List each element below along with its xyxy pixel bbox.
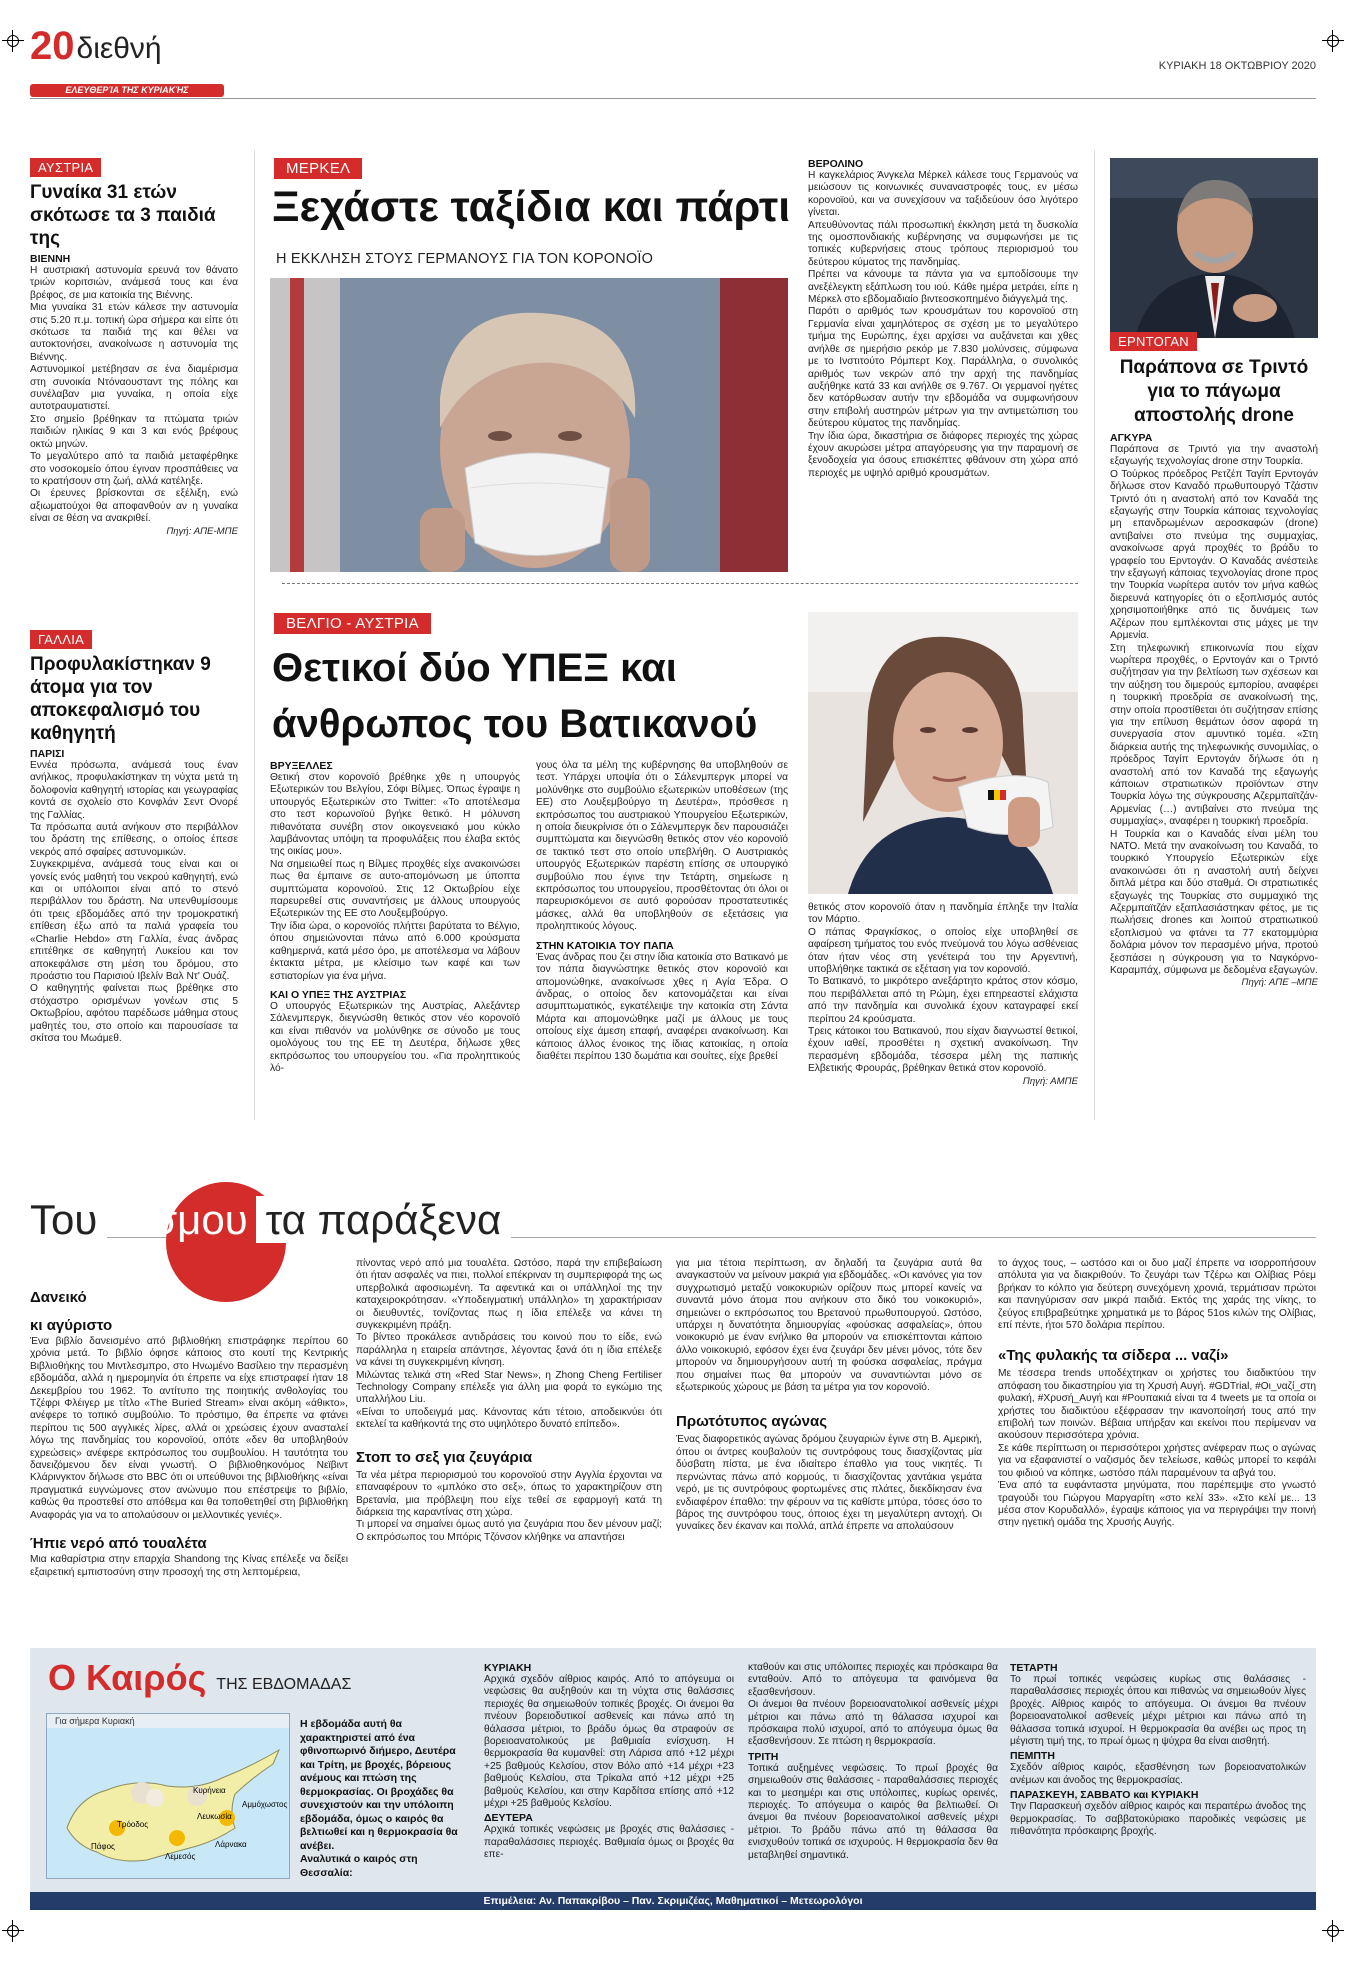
- austria-kicker: ΑΥΣΤΡΙΑ: [30, 158, 101, 177]
- oddities-s5-text: Με τέσσερα trends υποδέχτηκαν οι χρήστες του διαδικτύου την απόφαση του δικαστηρίου για τη Χρυσή Αυγή. #GDTrial, #Οι_ναζί_στη φυλακή, #Χρυσή_Αυγή και #Pουπακιά είναι τα 4 tweets με τα οποία οι χρήστες του διαδικτύου εξέφρασαν την ικανοποίησή τους από την επιβολή των ποινών. Βέβαια υπήρξαν και εκείνοι που περίμεναν να ακούσουν περισσότερα χρόνια. Σε κάθε περίπτωση οι περισσότεροι χρήστες ανέφεραν πως ο αγώνας για να εξαφανιστεί ο ναζισμός δεν τελείωσε, καθώς μπορεί το κεφάλι του φιδιού να κόπηκε, ωστόσο πάλι παραμένουν τα αβγά του. Ένα από τα ευφάνταστα μηνύματα, που παρέπεμψε στο γνωστό τραγούδι του Γιώργου Μαργαρίτη «στο κελί 33». «Στο κελί με... 13 μέσα στον Κορυδαλλό», έγραψε κάποιος για να περιγράψει την ποινή στην ηγετική ομάδα της Χρυσής Αυγής.: [998, 1368, 1316, 1529]
- weather-col3: [1010, 1662, 1306, 1838]
- paragraph: Παρότι ο αριθμός των κρουσμάτων του κορονοϊού στη Γερμανία είναι χαμηλότερος σε σχέση με το μεγαλύτερο τμήμα της Ευρώπης, έχει αρχίσει να αυξάνεται και χθες ανήλθε σε ημερήσιο ρεκόρ με 7.830 μολύνσεις, σύμφωνα με το Ινστιτούτο Ρόμπερτ Κοχ. Παράλληλα, ο συνολικός αριθμός των νεκρών από την αρχή της πανδημίας αυξήθηκε κατά 33 και ανήλθε σε 9.767. Οι γερμανοί ηγέτες δεν κατόρθωσαν αυτήν την εβδομάδα να συμφωνήσουν στην επιβολή αυστηρών μέτρων για την αντιμετώπιση του δεύτερου κύματος της πανδημίας.: [808, 306, 1078, 430]
- erdogan-headline: Παράπονα σε Τριντό για το πάγωμα αποστολής drone: [1119, 357, 1309, 426]
- paragraph: Τρεις κάτοικοι του Βατικανού, που είχαν διαγνωστεί θετικοί, έχουν ιαθεί, προσθέτει η σχετική ανακοίνωση. Την περασμένη εβδομάδα, τέσσερα μέλη της παπικής Ελβετικής Φρουράς, βρέθηκαν θετικά στον κορονοϊό.: [808, 1026, 1078, 1075]
- austria-credit: Πηγή: ΑΠΕ-ΜΠΕ: [166, 525, 238, 537]
- header-rule: [30, 98, 1316, 99]
- paragraph: Το Βατικανό, το μικρότερο ανεξάρτητο κράτος στον κόσμο, που περιβάλλεται από τη Ρώμη, έχει επηρεαστεί ελάχιστα από την πανδημία και συνολικά έχουν καταγραφεί εκεί περίπου 24 κρούσματα.: [808, 976, 1078, 1025]
- erdogan-photo: [1110, 158, 1318, 338]
- paragraph: Οι έρευνες βρίσκονται σε εξέλιξη, ενώ αξιωματούχοι θα αποφανθούν αν η γυναίκα είναι σε θέση να ανακριθεί.: [30, 488, 238, 525]
- austria-body: [30, 265, 238, 526]
- map-label: Κυρήνεια: [193, 1786, 226, 1795]
- oddities-s2-text: Μια καθαρίστρια στην επαρχία Shandong της Κίνας επέλεξε να δείξει εξαιρετική εμπιστοσύνη στην προσοχή της στη λεπτομέρεια,: [30, 1554, 348, 1578]
- oddities-col3-text: για μια τέτοια περίπτωση, αν δηλαδή τα ζευγάρια αυτά θα αναγκαστούν να μείνουν μακριά για εβδομάδες. «Οι κανόνες για τον συγχρωτισμό μεταξύ νοικοκυριών ορίζουν πως μπορεί κανείς να συναντά μόνο άτομα που ανήκουν στο δικό του νοικοκυριό», σημειώνει ο εκπρόσωπος του Βρετανού πρωθυπουργού. Ωστόσο, υπάρχει η δυνατότητα δημιουργίας «φούσκας ασφαλείας», όπου νοικοκυριό με έναν ενήλικο θα μπορούν να επισκέπτονται κάποιο άλλο νοικοκυριό, εφόσον έχει ένα ζευγάρι δεν μένει μόνος, τότε δεν μπορούν να δημιουργήσουν αυτή τη φούσκα ασφαλείας, πράγμα που σημαίνει πως θα μπορούν να συναντιώνται μόνο σε εξωτερικούς χώρους με βάση τα μέτρα για τον κορονοϊό.: [676, 1258, 982, 1394]
- weather-day: ΠΕΜΠΤΗ: [1010, 1750, 1055, 1763]
- oddities-title: [30, 1196, 511, 1244]
- oddities-s1-title-b: κι αγύριστο: [30, 1317, 113, 1334]
- weather-day: ΤΡΙΤΗ: [748, 1750, 779, 1763]
- oddities-s3-title: Στοπ το σεξ για ζευγάρια: [356, 1448, 533, 1466]
- paragraph: Ο πάπας Φραγκίσκος, ο οποίος είχε υποβληθεί σε αφαίρεση τμήματος του ενός πνεύμονά του λόγω ασθένειας όταν ήταν νέος στη γενέτειρά του την Αργεντινή, υποβλήθηκε τακτικά σε εξέταση για τον κορονοϊό.: [808, 926, 1078, 976]
- registration-mark: [2, 30, 24, 52]
- column-divider: [1094, 150, 1095, 1120]
- paragraph: Η αυστριακή αστυνομία ερευνά τον θάνατο τριών κοριτσιών, ανάμεσά τους και ένα βρέφος, σε μια κατοικία της Βιέννης.: [30, 265, 238, 301]
- merkel-headline: Ξεχάστε ταξίδια και πάρτι: [272, 183, 791, 231]
- map-label: Λευκωσία: [197, 1812, 232, 1821]
- erdogan-credit: Πηγή: ΑΠΕ –ΜΠΕ: [1241, 977, 1318, 989]
- weather-intro: Η εβδομάδα αυτή θα χαρακτηριστεί από ένα φθινοπωρινό διήμερο, Δευτέρα και Τρίτη, με βροχές, βόρειους ανέμους και πτώση της θερμοκρασίας. Οι βροχάδες θα συνεχιστούν και την υπόλοιπη εβδομάδα, όμως ο καιρός θα βελτιωθεί και η θερμοκρασία θα ανέβει. Αναλυτικά ο καιρός στη Θεσσαλία:: [300, 1718, 458, 1879]
- oddities-s2-title: Ήπιε νερό από τουαλέτα: [30, 1535, 207, 1553]
- weather-footer: Επιμέλεια: Αν. Παπακρίβου – Παν. Σκριμιζέας, Μαθηματικοί – Μετεωρολόγοι: [483, 1895, 863, 1907]
- paragraph: Απευθύνοντας πάλι προσωπική έκκληση μετά τη δυσκολία της ομοσπονδιακής κυβέρνησης να συμφωνήσει με τις τοπικές κυβερνήσεις στους τρόπους περιορισμού του δεύτερου κύματος της πανδημίας.: [808, 219, 1078, 268]
- belgium-headline: [272, 640, 757, 752]
- oddities-title-a: Του: [30, 1196, 107, 1243]
- oddities-s4-text: Ένας διαφορετικός αγώνας δρόμου ζευγαριών έγινε στη Β. Αμερική, όπου οι άντρες κουβαλούν τις συντρόφους τους διασχίζοντας μία δύσβατη πίστα, με ένα ιδιαίτερο έπαθλο για τους νικητές. Τι περνώντας πάνω από κορμούς, τι διασχίζοντας χαντάκια γεμάτα νερό, με τις συντρόφους φορτωμένες στις πλάτες, διεκδίκησαν ένα ενδιαφέρον έπαθλο: την φέρουν να τις καθίστε μπύρα, τόσες όσο το βάρος της συντρόφου τους, όποιος έχει τη μεγαλύτερη αντοχή. Οι γυναίκες δεν έκαναν και πολλά, απλά έπρεπε να απολαύσουν: [676, 1434, 982, 1533]
- paper-name-bar: [30, 84, 224, 97]
- page-date: ΚΥΡΙΑΚΗ 18 ΟΚΤΩΒΡΙΟΥ 2020: [1158, 60, 1316, 72]
- paragraph: Ο Τούρκος πρόεδρος Ρετζέπ Ταγίπ Ερντογάν δήλωσε στον Καναδό πρωθυπουργό Τζάστιν Τριντό ότι η αναστολή από τον Καναδά της εξαγωγής στην Τουρκία κάποιας τεχνολογίας μη επανδρωμένων αεροσκαφών (drone) αντιβαίνει στο πνεύμα της συμμαχίας, ανακοίνωσε αργά προχθές το βράδυ το γραφείο του Ερντογάν. Ο Καναδάς ανέστειλε την εξαγωγή κάποιας τεχνολογίας drone προς την Τουρκία νωρίτερα αυτόν τον μήνα καθώς διερευνά κατηγορίες ότι ο εξοπλισμός αυτός χρησιμοποιήθηκε από τις δυνάμεις των Αζέρων που εμπλέκονται στις μάχες με την Αρμενία.: [1110, 468, 1318, 642]
- page-header: [30, 26, 162, 66]
- wilmes-photo: [808, 612, 1078, 894]
- paragraph: Εννέα πρόσωπα, ανάμεσά τους έναν ανήλικος, προφυλακίστηκαν τη νύχτα μετά τη δολοφονία καθηγητή ιστορίας και γεωγραφίας κοντά σε σχολείο στο Κονφλάν Σεντ Ονορέ της Γαλλίας.: [30, 760, 238, 821]
- oddities-col2-text: πίνοντας νερό από μια τουαλέτα. Ωστόσο, παρά την επιβεβαίωση ότι ήταν ασφαλές να πιει, πολλοί επέκριναν τη συμπεριφορά της ως υπερβολικά αφοσιωμένη. Τα αφεντικά και οι υπάλληλοί της την καταχειροκρότησαν. «Υποδειγματική υπάλληλο» τη χαρακτήρισαν οι διευθυντές, τονίζοντας πως η ίδια επέλεξε να κάνει τη συγκεκριμένη πράξη. Το βίντεο προκάλεσε αντιδράσεις του κοινού που το είδε, ενώ παράλληλα η εταιρεία απάντησε, λέγοντας ξανά ότι η ίδια επέλεξε να κάνει τη συγκεκριμένη κίνηση. Μιλώντας τελικά στη «Red Star News», η Zhong Cheng Fertiliser Technology Company επέλεξε για άλλη μια φορά το εγκώμιο της υπαλλήλου Liu. «Είναι το υποδειγμά μας. Κάνοντας κάτι τέτοιο, αποδεικνύει ότι εκτελεί τα καθήκοντά της στο υψηλότερο δυνατό επίπεδο».: [356, 1258, 662, 1431]
- paragraph: Μια γυναίκα 31 ετών κάλεσε την αστυνομία στις 5.20 π.μ. τοπική ώρα σήμερα και είπε ότι σκότωσε τα παιδιά της και θέλει να αυτοκτονήσει, ανακοίνωσε η αστυνομία της Βιέννης.: [30, 302, 238, 363]
- oddities-s1-title-a: Δανεικό: [30, 1289, 87, 1306]
- oddities-title-b: κόσμου: [107, 1196, 248, 1243]
- map-label: Λάρνακα: [215, 1840, 247, 1849]
- belgium-headline-line: άνθρωπος του Βατικανού: [272, 702, 758, 746]
- weather-day-text: Το πρωί τοπικές νεφώσεις κυρίως στις θαλάσσιες - παραθαλάσσιες περιοχές όπου και πιθανώς να σημειωθούν λίγες βροχές. Αίθριος καιρός το απόγευμα. Οι άνεμοι θα πνέουν βορειοανατολικοί ασθενείς μέχρι μέτριοι και πάνω από τη θάλασσα τοπικά ισχυροί. Η θερμοκρασία θα ανέβει ως προς τη μέγιστη τιμή της, το πρωί όμως η ψύχρα θα είναι αισθητή.: [1010, 1674, 1306, 1748]
- merkel-photo: [270, 278, 788, 572]
- merkel-kicker: ΜΕΡΚΕΛ: [274, 158, 362, 179]
- belgium-body-col3: [808, 902, 1078, 1076]
- belgium-col3: [808, 902, 1078, 1087]
- weather-col2: [748, 1662, 998, 1862]
- weather-day: ΤΕΤΑΡΤΗ: [1010, 1662, 1058, 1674]
- map-label: Πάφος: [91, 1842, 115, 1851]
- oddities-s3-text: Τα νέα μέτρα περιορισμού του κορονοϊού στην Αγγλία έρχονται να επαναφέρουν το «μπλόκο στο σεξ», όπως το χαρακτηρίζουν στη Βρετανία, μια πρόβλεψη που είχε τεθεί σε εφαρμογή κατά τη διάρκεια της καραντίνας στη χώρα. Τι μπορεί να σημαίνει όμως αυτό για ζευγάρια που δεν μένουν μαζί; Ο εκπρόσωπος του Μπόρις Τζόνσον κλήθηκε να απαντήσει: [356, 1469, 662, 1543]
- weather-day-text: Σχεδόν αίθριος καιρός, εξασθένηση των βορειοανατολικών ανέμων και άνοδος της θερμοκρασίας.: [1010, 1762, 1306, 1786]
- erdogan-kicker-wrap: [1110, 332, 1197, 351]
- belgium-dateline: ΒΡΥΞΕΛΛΕΣ: [270, 760, 333, 772]
- merkel-dateline: ΒΕΡΟΛΙΝΟ: [808, 158, 864, 170]
- wilmes-photo-illustration: [808, 612, 1078, 894]
- weather-day-text: Τοπικά αυξημένες νεφώσεις. Το πρωί βροχές θα σημειωθούν στις θαλάσσιες - παραθαλάσσιες περιοχές και το μεσημέρι και στις υπόλοιπες, κυρίως ορεινές, περιοχές. Το απόγευμα ο καιρός θα βελτιωθεί. Οι άνεμοι θα πνέουν βορειοανατολικοί ασθενείς μέχρι μέτριοι. Το βράδυ πάνω από τη θάλασσα θα ενισχυθούν τοπικά σε ισχυρούς. Η θερμοκρασία δεν θα μεταβληθεί σημαντικά.: [748, 1762, 998, 1861]
- weather-title-main: Ο Καιρός: [48, 1657, 207, 1698]
- cloud-icon: [146, 1789, 164, 1807]
- weather-col1: [484, 1662, 734, 1862]
- france-article: [30, 630, 238, 1045]
- paragraph: Παράπονα σε Τριντό για την αναστολή εξαγωγής τεχνολογίας drone στην Τουρκία.: [1110, 444, 1318, 468]
- erdogan-photo-illustration: [1110, 158, 1318, 338]
- paragraph: Στη τηλεφωνική επικοινωνία που είχαν νωρίτερα προχθές, ο Ερντογάν και ο Τριντό συζήτησαν για την βελτίωση των σχέσεων και την αύξηση του διμερούς εμπορίου, αναφέρει η τουρκική προεδρία σε ανακοίνωσή της, στην οποία προστίθεται ότι συζήτησαν επίσης για την επίλυση θεμάτων όσον αφορά τη συνεργασία στον αμυντικό τομέα. «Στη διάρκεια αυτής της τηλεφωνικής συνομιλίας, ο πρόεδρος Ταγίπ Ερντογάν δήλωσε ότι η αναστολή από τον Καναδά της εξαγωγής κάποιων στρατιωτικών προϊόντων στην Τουρκία λόγω της σύγκρουσης Αζερμπαϊτζάν-Αρμενίας (…) αντιβαίνει στο πνεύμα της συμμαχίας», αναφέρει η τουρκική προεδρία.: [1110, 642, 1318, 828]
- belgium-subhead: ΚΑΙ Ο ΥΠΕΞ ΤΗΣ ΑΥΣΤΡΙΑΣ: [270, 988, 407, 1001]
- belgium-credit: Πηγή: ΑΜΠΕ: [1022, 1075, 1078, 1087]
- oddities-s1-text: Ένα βιβλίο δανεισμένο από βιβλιοθήκη επιστράφηκε περίπου 60 χρόνια μετά. Το βιβλίο όφησε κάποιος στο κουτί της Κεντρικής Βιβλιοθήκης του Μιντλεσμπρο, στο Ηνωμένο Βασίλειο την περασμένη εβδομάδα, αλλά η ημερομηνία ότι έπρεπε να είχε επιστραφεί ήταν 18 Δεκεμβρίου του 1962. Το αντίτυπο της ποιητικής ανθολογίας του Τζέφρι Φλέιγερ με τίτλο «The Buried Stream» είναι ακόμη «άθικτο», ανέφερε το τοπικό συμβούλιο. Το πρόστιμο, θα έπρεπε να φτάνει περίπου τις 500 αγγλικές λίρες, αλλά οι χρεώσεις έχουν ανασταλεί λόγω της πανδημίας του κορονοϊού, οπότε «δεν θα υποβληθούν εχρεώσεις» ανέφερε εκπρόσωπος του συμβουλίου. Η ταυτότητα του δανειζόμενου δεν είναι γνωστή. Ο βιβλιοθηκονόμος Νεϊβιντ Κλάρινγκτον δήλωσε στο BBC ότι οι υπεύθυνοι της βιβλιοθήκης «είναι πραγματικά ευγνώμονες στον ανώνυμο που επέστρεψε το βιβλίο, καθώς θα προστεθεί στο απόθεμα και θα τοποθετηθεί στη βιβλιοθήκη Αναφοράς για να το απολαύσουν οι μελλοντικές γενιές».: [30, 1336, 348, 1521]
- weather-day: ΔΕΥΤΕΡΑ: [484, 1812, 533, 1825]
- section-title: διεθνή: [76, 32, 162, 65]
- oddities-col3: [676, 1258, 982, 1534]
- oddities-col1: [30, 1288, 348, 1579]
- sun-icon: [169, 1830, 185, 1846]
- paragraph: Η Τουρκία και ο Καναδάς είναι μέλη του ΝΑΤΟ. Μετά την ανακοίνωση του Καναδά, το τουρκικό Υπουργείο Εξωτερικών είχε ανακοινώσει ότι η αναστολή αυτή δείχνει διπλά μέτρα και δύο σταθμά. Οι στρατιωτικές εξαγωγές της Τουρκίας στο συμμαχικό της Αζερμπαϊτζάν εξαπλασιάστηκαν φέτος, με τις πωλήσεις drones και λοιπού στρατιωτικού εξοπλισμού να φτάνει τα 77 εκατομμύρια δολάρια μόνον τον περασμένο μήνα, προτού ξεσπάσει η σύγκρουση για το Ναγκόρνο-Καραμπάχ, σύμφωνα με δεδομένα εξαγωγών.: [1110, 828, 1318, 977]
- paper-name: ΕΛΕΥΘΕΡΊΑ ΤΗΣ ΚΥΡΙΑΚΉΣ: [65, 85, 189, 95]
- belgium-col2: [536, 760, 788, 1063]
- belgium-kicker-wrap: [274, 613, 431, 634]
- weather-title-sub: ΤΗΣ ΕΒΔΟΜΑΔΑΣ: [216, 1676, 352, 1693]
- belgium-col1: [270, 760, 520, 1075]
- france-body: [30, 760, 238, 1045]
- weather-footer-bar: [30, 1892, 1316, 1910]
- erdogan-body: [1110, 444, 1318, 977]
- map-label: Λεμεσός: [165, 1852, 196, 1861]
- austria-dateline: ΒΙΕΝΝΗ: [30, 253, 71, 265]
- merkel-subhead: Η ΕΚΚΛΗΣΗ ΣΤΟΥΣ ΓΕΡΜΑΝΟΥΣ ΓΙΑ ΤΟΝ ΚΟΡΟΝΟΪΟ: [276, 251, 654, 267]
- erdogan-dateline: ΑΓΚΥΡΑ: [1110, 432, 1153, 444]
- austria-headline: Γυναίκα 31 ετών σκότωσε τα 3 παιδιά της: [30, 182, 216, 249]
- erdogan-kicker: ΕΡΝΤΟΓΑΝ: [1110, 332, 1197, 351]
- oddities-title-c: τα παράξενα: [256, 1196, 512, 1243]
- page-number: 20: [30, 24, 75, 68]
- oddities-col4-text: το άγχος τους, – ωστόσο και οι δυο μαζί έπρεπε να ισορροπήσουν απόλυτα για να διακριθούν. Το ζευγάρι των Τζέρω και Ολίβιας Ρόεμ βρήκαν το κόλπο για δεύτερη συνεχόμενη χρονιά, τερμάτισαν πρώτοι και πανηγύρισαν σαν μικρά παιδιά. Εκτός της χαράς της νίκης, το ζεύγος επιβραβεύτηκε χρηματικά με το βάρος 51os κιλών της Ολίβιας, επί πέντε, ήτοι 570 δολάρια περίπου.: [998, 1258, 1316, 1332]
- france-headline: Προφυλακίστηκαν 9 άτομα για τον αποκεφαλισμό του καθηγητή: [30, 654, 211, 744]
- paragraph: Πρέπει να κάνουμε τα πάντα για να εμποδίσουμε την ανεξέλεγκτη εξάπλωση του ιού. Κάθε ημέρα μετράει, είπε η Μέρκελ στο εβδομαδιαίο βιντεοσκοπημένο διάγγελμά της.: [808, 269, 1078, 306]
- map-label: Αμμόχωστος: [242, 1800, 288, 1809]
- paragraph: Αστυνομικοί μετέβησαν σε ένα διαμέρισμα στη συνοικία Ντόναουσταντ της πόλης και συνέλαβαν μια γυναίκα, η οποία είχε αυτοτραυματιστεί.: [30, 364, 238, 413]
- merkel-article: [808, 158, 1078, 480]
- paragraph: Το μεγαλύτερο από τα παιδιά μεταφέρθηκε στο νοσοκομείο όπου έγιναν προσπάθειες να το κρατήσουν στη ζωή, αλλά κατέληξε.: [30, 451, 238, 487]
- registration-mark: [2, 1920, 24, 1942]
- oddities-s4-title: Πρωτότυπος αγώνας: [676, 1413, 828, 1431]
- erdogan-article: [1110, 356, 1318, 988]
- austria-article: [30, 158, 238, 537]
- paragraph: Την ίδια ώρα, ο κορονοϊός πλήττει βαρύτατα το Βέλγιο, όπου σημειώνονται πάνω από 6.000 κρούσματα καθημερινά, κατά μέσο όρο, με αποτέλεσμα να λάβουν έκτακτα μέτρα, με κλείσιμο των καφέ και των εστιατορίων για ένα μήνα.: [270, 920, 520, 982]
- france-dateline: ΠΑΡΙΣΙ: [30, 748, 65, 760]
- paragraph: Ο καθηγητής φαίνεται πως βρέθηκε στο στόχαστρο ορισμένων γονέων στις 5 Οκτωβρίου, αφότου παρέδωσε μάθημα στους μαθητές του, στο οποίο και παρουσίασε τα σκίτσα του Μωάμεθ.: [30, 983, 238, 1044]
- weather-day-text: Αρχικά τοπικές νεφώσεις με βροχές στις θαλάσσιες - παραθαλάσσιες περιοχές. Βαθμιαία όμως οι βροχές θα επε-: [484, 1824, 734, 1861]
- weather-day-text: Αρχικά σχεδόν αίθριος καιρός. Από το απόγευμα οι νεφώσεις θα αυξηθούν και τη νύχτα στις θαλάσσιες περιοχές θα σημειωθούν τοπικές βροχές. Οι άνεμοι θα πνέουν βορειοδυτικοί ασθενείς και πάνω από τη θάλασσα μέτριοι, το βράδυ όμως θα στραφούν σε βορειοανατολικούς με βαθμιαία ενίσχυση. Η θερμοκρασία θα κυμανθεί: στη Λάρισα από +12 μέχρι +25 βαθμούς Κελσίου, στον Βόλο από +14 μέχρι +23 βαθμούς Κελσίου, στα Τρίκαλα από +12 μέχρι +25 βαθμούς Κελσίου, και στην Καρδίτσα επίσης από +12 μέχρι +25 βαθμούς Κελσίου.: [484, 1674, 734, 1810]
- paragraph: θετικός στον κορονοϊό όταν η πανδημία έπληξε την Ιταλία τον Μάρτιο.: [808, 902, 1078, 926]
- dashed-divider: [282, 583, 1078, 584]
- paragraph: Τα πρόσωπα αυτά ανήκουν στο περιβάλλον του δράστη της επίθεσης, ο οποίος έπεσε νεκρός από σφαίρες αστυνομικών.: [30, 822, 238, 858]
- belgium-subhead: ΣΤΗΝ ΚΑΤΟΙΚΙΑ ΤΟΥ ΠΑΠΑ: [536, 939, 674, 952]
- registration-mark: [1322, 30, 1344, 52]
- belgium-body-col1b: Ο υπουργός Εξωτερικών της Αυστρίας, Αλεξάντερ Σάλενμπεργκ, διεγνώσθη θετικός στον νέο κορονοϊό και είναι πιθανόν να μολύνθηκε σε σύνοδο με τους ομολόγους του της ΕΕ τη Δευτέρα, δήλωσε χθες εκπρόσωπος του υπουργείου του. «Για προληπτικούς λό-: [270, 1000, 520, 1074]
- belgium-headline-line: Θετικοί δύο ΥΠΕΞ και: [272, 646, 677, 690]
- belgium-body-col1: [270, 772, 520, 983]
- paragraph: Στο σημείο βρέθηκαν τα πτώματα τριών παιδιών ηλικίας 9 και 3 και ενός βρέφους οκτώ μηνών.: [30, 413, 238, 450]
- weather-day-text: κταθούν και στις υπόλοιπες περιοχές και πρόσκαιρα θα ενταθούν. Από το απόγευμα τα φαινόμενα θα εξασθενήσουν. Οι άνεμοι θα πνέουν βορειοανατολικοί ασθενείς μέχρι μέτριοι και πάνω από τη θάλασσα ισχυροί και πρόσκαιρα πολύ ισχυροί, από το απόγευμα όμως θα εξασθενήσουν. Σε πτώση η θερμοκρασία.: [748, 1662, 998, 1748]
- oddities-s5-title: «Της φυλακής τα σίδερα ... ναζί»: [998, 1347, 1229, 1365]
- weather-map: [46, 1713, 290, 1879]
- merkel-photo-illustration: [270, 278, 788, 572]
- merkel-kicker-wrap: [274, 158, 362, 179]
- merkel-body: [808, 170, 1078, 480]
- paragraph: Η καγκελάριος Άνγκελα Μέρκελ κάλεσε τους Γερμανούς να μειώσουν τις κοινωνικές συναναστροφές τους, εν μέσω κορονοϊού, και να συνεχίσουν να ταξιδεύουν όσο λιγότερο γίνεται.: [808, 170, 1078, 219]
- map-label: Τρόοδος: [117, 1820, 149, 1829]
- france-kicker: ΓΑΛΛΙΑ: [30, 630, 92, 649]
- column-divider: [254, 150, 255, 1120]
- weather-day: ΠΑΡΑΣΚΕΥΗ, ΣΑΒΒΑΤΟ και ΚΥΡΙΑΚΗ: [1010, 1789, 1199, 1802]
- paragraph: Να σημειωθεί πως η Βίλμες προχθές είχε ανακοινώσει πως θα έμπαινε σε αυτο-απομόνωση με ύποπτα συμπτώματα κορονοϊού. Στις 12 Οκτωβρίου είχε παρευρεθεί στις συναντήσεις με άλλους υπουργούς Εξωτερικών της ΕΕ στο Λουξεμβούργο.: [270, 858, 520, 920]
- belgium-kicker: ΒΕΛΓΙΟ - ΑΥΣΤΡΙΑ: [274, 613, 431, 634]
- belgium-body-col2: γους όλα τα μέλη της κυβέρνησης θα υποβληθούν σε τεστ. Υπάρχει υποψία ότι ο Σάλενμπεργκ μπορεί να μολύνθηκε στο συμβούλιο εξωτερικών υποθέσεων (της ΕΕ) στο Λουξεμβούργο τη Δευτέρα», πρόσθεσε η εκπρόσωπος του αυστριακού Υπουργείου Εξωτερικών, η οποία διευκρίνισε ότι ο Σάλενμπεργκ δεν παρουσιάζει συμπτώματα και διεγνώσθη θετικός στον νέο κορονοϊό σε τακτικό τεστ στο οποίο υπεβλήθη. Ο Αυστριακός υπουργός Εξωτερικών παρέστη επίσης σε υπουργικό συμβούλιο που έγινε την Τετάρτη, σημείωσε η εκπρόσωπος του υπουργείου, προσθέτοντας ότι όλοι οι παρευρισκόμενοι σε αυτό φορούσαν προστατευτικές μάσκες, αλλά θα υποβληθούν σε εξετάσεις για προληπτικούς λόγους.: [536, 760, 788, 933]
- weather-day-text: Την Παρασκευή σχεδόν αίθριος καιρός και περαιτέρω άνοδος της θερμοκρασίας. Το σαββατοκύριακο παροδικές νεφώσεις με πιθανότητα πρόσκαιρης βροχής.: [1010, 1801, 1306, 1838]
- paragraph: Την ίδια ώρα, δικαστήρια σε διάφορες περιοχές της χώρας έχουν ακυρώσει μέτρα απαγόρευσης για την παραμονή σε ξενοδοχεία για όσους επισκέπτες φθάνουν στη χώρα από περιοχές με υψηλό αριθμό κρουσμάτων.: [808, 430, 1078, 479]
- oddities-col4: [998, 1258, 1316, 1530]
- weather-day: ΚΥΡΙΑΚΗ: [484, 1662, 532, 1674]
- oddities-col2: [356, 1258, 662, 1544]
- weather-title: [48, 1658, 351, 1698]
- paragraph: Θετική στον κορονοϊό βρέθηκε χθε η υπουργός Εξωτερικών του Βελγίου, Σόφι Βίλμες. Όπως έγραψε η υπουργός Εξωτερικών στο Twitter: «Το αποτέλεσμα στο τεστ κορωνοϊού βγήκε θετικό. Η μόλυνση πιθανότατα συνέβη στον οικογενειακό μου κύκλο λαμβάνοντας υπόψη τα προφυλάξεις που έλαβα εκτός της οικίας μου».: [270, 772, 520, 858]
- paragraph: Συγκεκριμένα, ανάμεσά τους είναι και οι γονείς ενός μαθητή του νεκρού καθηγητή, ενώ και οι υπόλοιποι είναι από το στενό περιβάλλον του δράστη. Να υπενθυμίσουμε ότι τρεις εβδομάδες από την τρομοκρατική επίθεση έξω από τα παλιά γραφεία του «Charlie Hebdo» στη Γαλλία, ένας άνδρας επιτέθηκε σε καθηγητή Λυκείου και τον αποκεφάλισε στη μέση του δρόμου, στο προάστιο του Παρισιού Ιβελίν Βαλ Ντ' Ουάζ.: [30, 859, 238, 982]
- map-caption: Για σήμερα Κυριακή: [47, 1714, 289, 1728]
- registration-mark: [1322, 1920, 1344, 1942]
- belgium-body-col2b: Ένας άνδρας που ζει στην ίδια κατοικία στο Βατικανό με τον πάπα διαγνώστηκε θετικός στον κορονοϊό και απομονώθηκε, ανακοίνωσε χθες η Αγία Έδρα. Ο άνδρας, ο οποίος δεν κατονομάζεται και είναι ασυμπτωματικός, εγκατέλειψε την κατοικία στη Σάντα Μάρτα και απομονώθηκε μαζί με άλλους με τους οποίους είχε άμεση επαφή, αναφέρει ανακοίνωση. Και κάποιος άλλος ένοικος της ίδιας κατοικίας, η οποία διαθέτει περίπου 130 δωμάτια και σουίτες, είχε βρεθεί: [536, 951, 788, 1062]
